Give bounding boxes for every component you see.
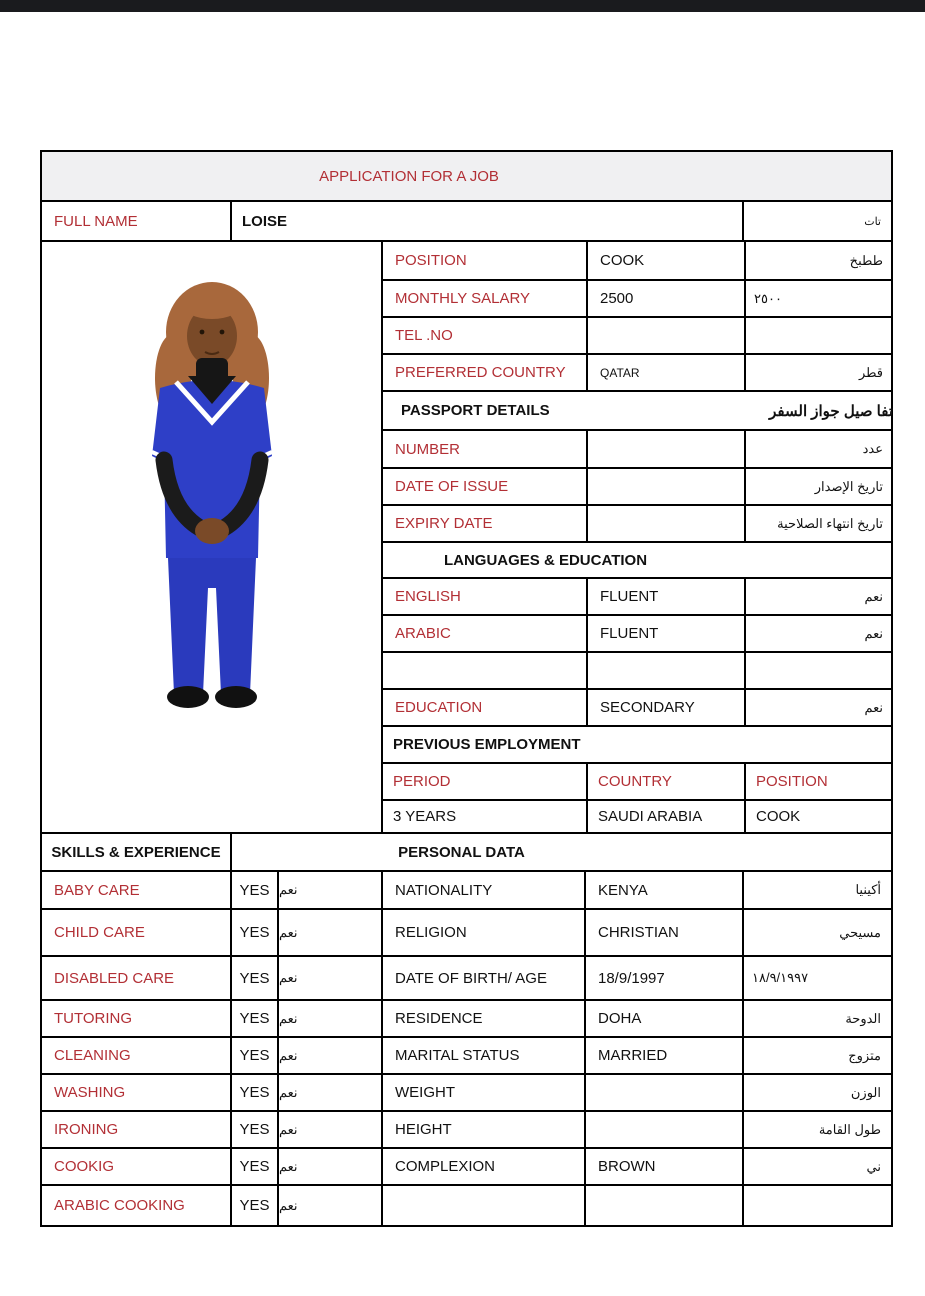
skill-yes-arabic: نعم xyxy=(277,1186,381,1225)
telephone-row xyxy=(383,316,893,353)
skill-label: BABY CARE xyxy=(54,881,140,899)
skill-yes-value: YES xyxy=(230,1038,277,1073)
preferred-country-row xyxy=(383,353,893,390)
skills-experience-title: SKILLS & EXPERIENCE xyxy=(51,843,221,861)
section-headers-row xyxy=(42,832,891,870)
skills-personal-row xyxy=(42,1073,891,1110)
personal-field-value: 18/9/1997 xyxy=(584,957,742,999)
salary-row xyxy=(383,279,893,316)
skill-yes-value: YES xyxy=(230,910,277,955)
position-arabic: ططبخ xyxy=(744,242,893,279)
skills-personal-row xyxy=(42,908,891,955)
skill-label: TUTORING xyxy=(54,1010,133,1027)
personal-field-value xyxy=(584,1186,742,1225)
personal-field-label: DATE OF BIRTH/ AGE xyxy=(381,957,584,999)
application-form-table xyxy=(40,150,893,1227)
skill-label: COOKIG xyxy=(54,1158,115,1175)
telephone-label: TEL .NO xyxy=(395,327,453,344)
personal-field-arabic: أكينيا xyxy=(742,872,891,908)
date-of-issue-arabic: تاريخ الإصدار xyxy=(744,469,893,504)
personal-field-value xyxy=(584,1075,742,1110)
personal-field-value xyxy=(584,1112,742,1147)
personal-field-value: BROWN xyxy=(584,1149,742,1184)
skill-yes-arabic: نعم xyxy=(277,910,381,955)
salary-arabic: ٢٥٠٠ xyxy=(744,281,893,316)
previous-employment-header xyxy=(383,725,893,762)
personal-data-title: PERSONAL DATA xyxy=(230,834,891,870)
skill-label: IRONING xyxy=(54,1121,119,1138)
personal-field-arabic: ني xyxy=(742,1149,891,1184)
education-row xyxy=(383,688,893,725)
skill-yes-value: YES xyxy=(230,1186,277,1225)
passport-details-header xyxy=(383,390,893,429)
personal-field-value: CHRISTIAN xyxy=(584,910,742,955)
skill-label: CHILD CARE xyxy=(54,924,145,941)
preferred-country-value: QATAR xyxy=(586,355,744,390)
personal-field-label: MARITAL STATUS xyxy=(381,1038,584,1073)
expiry-date-arabic: تاريخ انتهاء الصلاحية xyxy=(744,506,893,541)
skill-yes-arabic: نعم xyxy=(277,1149,381,1184)
passport-number-value xyxy=(586,431,744,467)
personal-field-label: RESIDENCE xyxy=(381,1001,584,1036)
position-value-employment: COOK xyxy=(744,801,893,832)
preferred-country-label: PREFERRED COUNTRY xyxy=(395,364,566,381)
skill-yes-value: YES xyxy=(230,1001,277,1036)
form-body xyxy=(42,240,891,832)
skill-yes-value: YES xyxy=(230,1149,277,1184)
passport-details-title: PASSPORT DETAILS xyxy=(401,402,550,419)
period-value: 3 YEARS xyxy=(393,808,457,825)
previous-employment-title: PREVIOUS EMPLOYMENT xyxy=(393,736,581,753)
education-value: SECONDARY xyxy=(586,690,744,725)
skills-personal-row xyxy=(42,870,891,908)
english-value: FLUENT xyxy=(586,579,744,614)
arabic-label: ARABIC xyxy=(395,625,451,642)
country-column-header: COUNTRY xyxy=(586,764,744,799)
position-value: COOK xyxy=(586,242,744,279)
preferred-country-arabic: قطر xyxy=(744,355,893,390)
skill-yes-value: YES xyxy=(230,957,277,999)
skills-personal-row xyxy=(42,1036,891,1073)
skill-yes-arabic: نعم xyxy=(277,872,381,908)
skill-label: DISABLED CARE xyxy=(54,969,175,987)
personal-field-label xyxy=(381,1186,584,1225)
expiry-date-label: EXPIRY DATE xyxy=(395,515,493,532)
arabic-row xyxy=(383,614,893,651)
personal-field-arabic: مسيحي xyxy=(742,910,891,955)
expiry-date-value xyxy=(586,506,744,541)
position-label: POSITION xyxy=(395,252,467,269)
english-label: ENGLISH xyxy=(395,588,461,605)
date-of-issue-row xyxy=(383,467,893,504)
skill-yes-arabic: نعم xyxy=(277,957,381,999)
empty-language-row xyxy=(383,651,893,688)
full-name-value: LOISE xyxy=(230,202,742,240)
skill-yes-arabic: نعم xyxy=(277,1038,381,1073)
skill-yes-arabic: نعم xyxy=(277,1075,381,1110)
skills-personal-row xyxy=(42,1110,891,1147)
personal-field-label: NATIONALITY xyxy=(381,872,584,908)
passport-number-label: NUMBER xyxy=(395,440,461,458)
personal-field-label: WEIGHT xyxy=(381,1075,584,1110)
date-of-issue-value xyxy=(586,469,744,504)
education-arabic: نعم xyxy=(744,690,893,725)
personal-field-label: RELIGION xyxy=(381,910,584,955)
period-column-header: PERIOD xyxy=(393,773,451,790)
english-arabic: نعم xyxy=(744,579,893,614)
skill-label: ARABIC COOKING xyxy=(54,1197,185,1214)
country-value: SAUDI ARABIA xyxy=(586,801,744,832)
full-name-row xyxy=(42,200,891,240)
skills-personal-row xyxy=(42,955,891,999)
position-column-header: POSITION xyxy=(744,764,893,799)
personal-field-arabic xyxy=(742,1186,891,1225)
passport-number-arabic: عدد xyxy=(744,431,893,467)
date-of-issue-label: DATE OF ISSUE xyxy=(395,478,509,495)
form-title: APPLICATION FOR A JOB xyxy=(42,152,891,200)
form-right-column xyxy=(381,242,893,832)
languages-education-title: LANGUAGES & EDUCATION xyxy=(443,551,648,569)
skill-yes-arabic: نعم xyxy=(277,1001,381,1036)
skill-yes-value: YES xyxy=(230,1075,277,1110)
languages-education-header xyxy=(383,541,893,577)
telephone-value xyxy=(586,318,744,353)
telephone-arabic xyxy=(744,318,893,353)
passport-details-title-arabic: تفا صيل جواز السفر xyxy=(769,402,893,420)
personal-field-arabic: ١٨/٩/١٩٩٧ xyxy=(742,957,891,999)
personal-field-value: MARRIED xyxy=(584,1038,742,1073)
top-black-bar xyxy=(0,0,925,12)
personal-field-label: COMPLEXION xyxy=(381,1149,584,1184)
empty-cell xyxy=(586,653,744,688)
full-name-arabic: تات xyxy=(742,202,891,240)
salary-label: MONTHLY SALARY xyxy=(395,290,531,307)
skills-personal-row xyxy=(42,1184,891,1225)
personal-field-label: HEIGHT xyxy=(381,1112,584,1147)
skills-personal-row xyxy=(42,999,891,1036)
english-row xyxy=(383,577,893,614)
personal-field-arabic: طول القامة xyxy=(742,1112,891,1147)
skill-yes-arabic: نعم xyxy=(277,1112,381,1147)
skill-label: CLEANING xyxy=(54,1047,131,1064)
expiry-date-row xyxy=(383,504,893,541)
education-label: EDUCATION xyxy=(395,699,483,716)
empty-cell xyxy=(383,653,586,688)
full-name-label: FULL NAME xyxy=(54,212,138,230)
arabic-arabic: نعم xyxy=(744,616,893,651)
employment-values-row xyxy=(383,799,893,832)
personal-field-value: DOHA xyxy=(584,1001,742,1036)
skill-yes-value: YES xyxy=(230,872,277,908)
position-row xyxy=(383,242,893,279)
passport-number-row xyxy=(383,429,893,467)
arabic-value: FLUENT xyxy=(586,616,744,651)
employment-columns-row xyxy=(383,762,893,799)
applicant-photo xyxy=(42,242,381,832)
personal-field-arabic: الوزن xyxy=(742,1075,891,1110)
empty-cell xyxy=(744,653,893,688)
salary-value: 2500 xyxy=(586,281,744,316)
skills-personal-row xyxy=(42,1147,891,1184)
personal-field-arabic: الدوحة xyxy=(742,1001,891,1036)
skill-yes-value: YES xyxy=(230,1112,277,1147)
applicant-photo-illustration xyxy=(124,270,300,710)
personal-field-value: KENYA xyxy=(584,872,742,908)
personal-field-arabic: متزوج xyxy=(742,1038,891,1073)
skill-label: WASHING xyxy=(54,1084,126,1101)
